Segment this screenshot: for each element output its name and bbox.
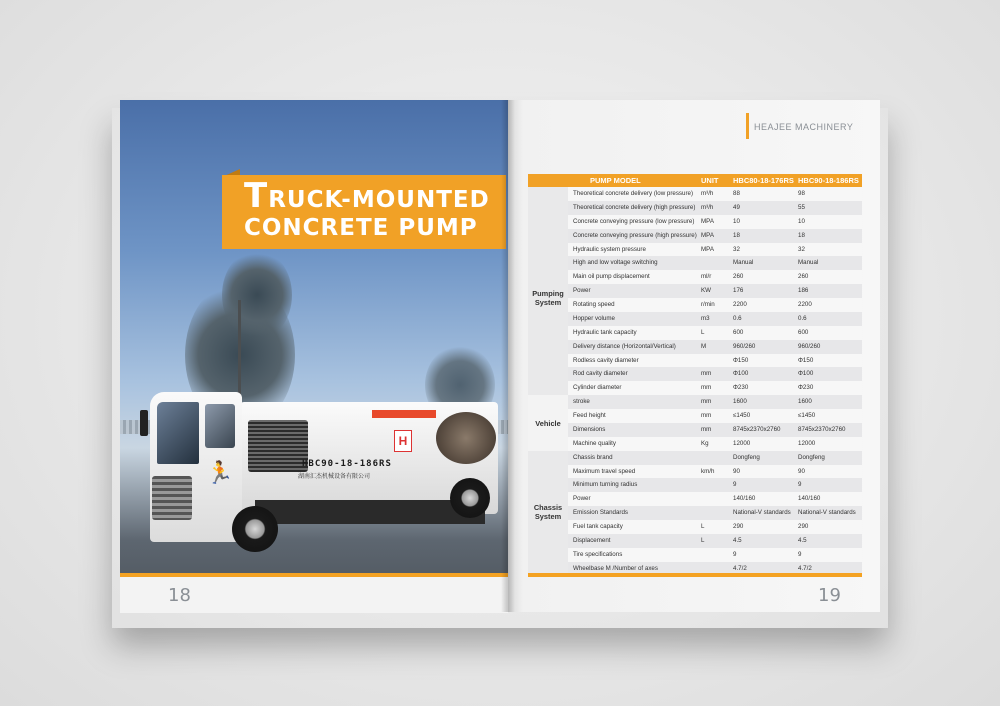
spec-name-cell: Hopper volume: [573, 314, 615, 322]
spec-value1-cell: 18: [733, 231, 740, 239]
spec-name-cell: Cylinder diameter: [573, 384, 622, 392]
table-row: [528, 326, 862, 340]
table-row: [528, 215, 862, 229]
spec-name-cell: Rod cavity diameter: [573, 370, 628, 378]
spec-value1-cell: 10: [733, 217, 740, 225]
spec-name-cell: Displacement: [573, 536, 611, 544]
spec-value2-cell: 8745x2370x2760: [798, 425, 846, 433]
table-row: [528, 354, 862, 368]
spec-unit-cell: L: [701, 536, 705, 544]
spec-value1-cell: 8745x2370x2760: [733, 425, 781, 433]
table-row: [528, 506, 862, 520]
spec-value2-cell: 90: [798, 467, 805, 475]
spec-value1-cell: 4.5: [733, 536, 742, 544]
spec-name-cell: Power: [573, 495, 591, 503]
spec-value2-cell: 960/260: [798, 342, 821, 350]
spec-name-cell: Emission Standards: [573, 509, 629, 517]
spec-value2-cell: 1600: [798, 398, 812, 406]
header-unit: UNIT: [701, 176, 719, 185]
spec-value1-cell: Manual: [733, 259, 754, 267]
table-row: [528, 534, 862, 548]
spec-unit-cell: L: [701, 523, 705, 530]
spec-name-cell: Tire specifications: [573, 550, 623, 558]
spec-name-cell: Power: [573, 287, 591, 295]
pump-vent-grille: [248, 420, 308, 472]
spec-unit-cell: L: [701, 328, 705, 336]
spec-unit-cell: mm: [701, 384, 712, 392]
table-row: [528, 187, 862, 201]
spec-value1-cell: 176: [733, 287, 744, 295]
spec-name-cell: Dimensions: [573, 425, 606, 433]
spec-table: [528, 174, 862, 576]
spec-value1-cell: 12000: [733, 439, 751, 447]
spec-unit-cell: mm: [701, 398, 712, 406]
spec-name-cell: Theoretical concrete delivery (low pressure): [573, 190, 694, 197]
table-row: [528, 478, 862, 492]
title-line2: CONCRETE PUMP: [244, 215, 478, 241]
group-vehicle: Vehicle: [528, 395, 568, 451]
spec-value1-cell: 260: [733, 273, 744, 281]
spec-value2-cell: 9: [798, 481, 802, 489]
header-col1: HBC80-18-176RS: [733, 176, 794, 185]
spec-value1-cell: 0.6: [733, 314, 742, 322]
spec-value2-cell: 600: [798, 328, 809, 336]
spec-name-cell: Rotating speed: [573, 301, 615, 308]
spec-value1-cell: 88: [733, 190, 740, 197]
spec-value1-cell: 49: [733, 203, 740, 211]
spec-value1-cell: 9: [733, 481, 737, 489]
spec-value2-cell: National-V standards: [798, 509, 856, 517]
truck-windshield: [157, 402, 199, 464]
spec-name-cell: Rodless cavity diameter: [573, 356, 639, 364]
spec-value2-cell: Φ230: [798, 384, 814, 392]
spec-value2-cell: 4.5: [798, 536, 807, 544]
spec-name-cell: Fuel tank capacity: [573, 523, 623, 530]
spec-value1-cell: 1600: [733, 398, 747, 406]
spec-value1-cell: 140/160: [733, 495, 756, 503]
spec-name-cell: Minimum turning radius: [573, 481, 638, 489]
hopper-tank: [436, 412, 496, 464]
spec-name-cell: Concrete conveying pressure (low pressure): [573, 217, 695, 225]
spec-value2-cell: ≤1450: [798, 412, 816, 419]
spec-value2-cell: 290: [798, 523, 809, 530]
spec-value2-cell: 12000: [798, 439, 816, 447]
spec-value2-cell: Φ100: [798, 370, 814, 378]
spec-value2-cell: 186: [798, 287, 809, 295]
table-row: [528, 451, 862, 465]
spec-value2-cell: 32: [798, 245, 805, 253]
spec-unit-cell: m³/h: [701, 190, 714, 197]
table-row: [528, 548, 862, 562]
table-row: [528, 284, 862, 298]
spec-unit-cell: mm: [701, 425, 712, 433]
table-row: [528, 243, 862, 257]
spec-value1-cell: 90: [733, 467, 740, 475]
truck-company-label: 湖南汇杰机械设备有限公司: [298, 474, 371, 480]
spec-unit-cell: mm: [701, 370, 712, 378]
pump-orange-stripe: [372, 410, 436, 418]
spec-name-cell: Machine quality: [573, 439, 616, 447]
table-row: [528, 298, 862, 312]
spec-value1-cell: 290: [733, 523, 744, 530]
spec-unit-cell: Kg: [701, 439, 709, 447]
table-header: [528, 174, 862, 187]
spec-value2-cell: Φ150: [798, 356, 814, 364]
spec-name-cell: Maximum travel speed: [573, 467, 636, 475]
spec-name-cell: Delivery distance (Horizontal/Vertical): [573, 342, 676, 350]
table-row: [528, 340, 862, 354]
tree-icon: [222, 250, 292, 340]
table-row: [528, 201, 862, 215]
spec-value1-cell: 4.7/2: [733, 564, 747, 572]
spec-name-cell: Hydraulic system pressure: [573, 245, 646, 253]
spec-unit-cell: m³/h: [701, 203, 714, 211]
truck-mirror: [140, 410, 148, 436]
spec-value1-cell: Dongfeng: [733, 453, 760, 461]
spec-value2-cell: 9: [798, 550, 802, 558]
spec-name-cell: Theoretical concrete delivery (high pressure): [573, 203, 696, 211]
spec-value1-cell: ≤1450: [733, 412, 751, 419]
table-row: [528, 270, 862, 284]
spec-value2-cell: Manual: [798, 259, 819, 267]
table-body: [528, 187, 862, 576]
spec-value2-cell: 2200: [798, 301, 812, 308]
brand-name: HEAJEE MACHINERY: [754, 122, 854, 132]
spec-value1-cell: National-V standards: [733, 509, 791, 517]
spec-name-cell: stroke: [573, 398, 590, 406]
page-number-right: 19: [818, 585, 841, 606]
spec-unit-cell: KW: [701, 287, 711, 295]
spec-name-cell: Hydraulic tank capacity: [573, 328, 637, 336]
spec-value2-cell: 18: [798, 231, 805, 239]
spec-unit-cell: km/h: [701, 467, 715, 475]
table-row: [528, 256, 862, 270]
spec-value1-cell: Φ230: [733, 384, 749, 392]
header-model: PUMP MODEL: [590, 176, 641, 185]
spec-name-cell: Concrete conveying pressure (high pressure): [573, 231, 697, 239]
right-footer-bar: [528, 573, 862, 577]
table-row: [528, 395, 862, 409]
table-row: [528, 367, 862, 381]
title-line1: RUCK-MOUNTED: [268, 187, 490, 213]
truck-logo-icon: H: [394, 430, 412, 452]
table-row: [528, 409, 862, 423]
spec-value1-cell: Φ100: [733, 370, 749, 378]
runner-decal-icon: 🏃: [206, 460, 234, 485]
book-spine: [501, 100, 515, 612]
spec-name-cell: Main oil pump displacement: [573, 273, 650, 281]
brand-accent-bar: [746, 113, 749, 139]
spec-value1-cell: 960/260: [733, 342, 756, 350]
spec-value2-cell: Dongfeng: [798, 453, 825, 461]
spec-value2-cell: 55: [798, 203, 805, 211]
spec-unit-cell: MPA: [701, 245, 714, 253]
spec-unit-cell: mm: [701, 412, 712, 419]
spec-name-cell: High and low voltage switching: [573, 259, 658, 267]
spec-unit-cell: m3: [701, 314, 710, 322]
left-footer-bar: [120, 573, 508, 577]
table-row: [528, 492, 862, 506]
table-row: [528, 520, 862, 534]
table-row: [528, 381, 862, 395]
truck-grille: [152, 476, 192, 520]
spec-unit-cell: ml/r: [701, 273, 712, 281]
header-col2: HBC90-18-186RS: [798, 176, 859, 185]
front-wheel: [232, 506, 278, 552]
spec-value2-cell: 140/160: [798, 495, 821, 503]
truck-side-window: [205, 404, 235, 448]
spec-name-cell: Wheelbase M /Number of axes: [573, 564, 658, 572]
spec-value1-cell: 32: [733, 245, 740, 253]
spec-unit-cell: MPA: [701, 231, 714, 239]
spec-unit-cell: MPA: [701, 217, 714, 225]
spec-value1-cell: 2200: [733, 301, 747, 308]
spec-value1-cell: 600: [733, 328, 744, 336]
rear-wheel: [450, 478, 490, 518]
spec-value2-cell: 10: [798, 217, 805, 225]
spec-name-cell: Feed height: [573, 412, 606, 419]
page-title: [244, 176, 504, 242]
table-row: [528, 437, 862, 451]
group-pumping-system: Pumping System: [528, 187, 568, 409]
spec-value1-cell: 9: [733, 550, 737, 558]
table-row: [528, 229, 862, 243]
table-row: [528, 312, 862, 326]
spec-value2-cell: 98: [798, 190, 805, 197]
title-initial: T: [244, 176, 269, 216]
spec-unit-cell: r/min: [701, 301, 715, 308]
table-row: [528, 423, 862, 437]
table-row: [528, 465, 862, 479]
spec-unit-cell: M: [701, 342, 707, 350]
spec-name-cell: Chassis brand: [573, 453, 613, 461]
spec-value1-cell: Φ150: [733, 356, 749, 364]
truck-model-label: HBC90-18-186RS: [302, 459, 392, 469]
spec-value2-cell: 260: [798, 273, 809, 281]
spec-value2-cell: 4.7/2: [798, 564, 812, 572]
group-chassis-system: Chassis System: [528, 451, 568, 573]
page-number-left: 18: [168, 585, 191, 606]
spec-value2-cell: 0.6: [798, 314, 807, 322]
